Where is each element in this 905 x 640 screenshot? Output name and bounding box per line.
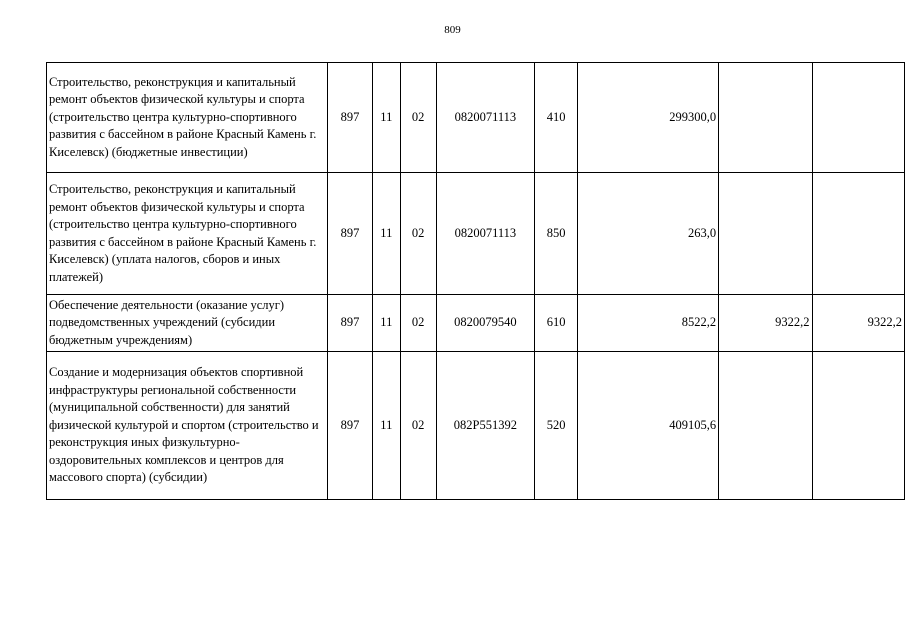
ministry-code-cell: 897 bbox=[328, 63, 373, 173]
amount-cell: 263,0 bbox=[578, 173, 719, 295]
section-code-cell: 11 bbox=[372, 352, 400, 500]
expense-type-cell: 410 bbox=[535, 63, 578, 173]
amount-cell: 299300,0 bbox=[578, 63, 719, 173]
amount-cell: 8522,2 bbox=[578, 295, 719, 352]
section-code-cell: 11 bbox=[372, 295, 400, 352]
amount-cell: 9322,2 bbox=[812, 295, 905, 352]
row-name-cell: Строительство, реконструкция и капитальный ремонт объектов физической культуры и спорта (строительство центра культурно-спортивного развития с бассейном в районе Красный Камень г. Киселевск) (бюджетные инвестиции) bbox=[47, 63, 328, 173]
table-row bbox=[47, 63, 905, 173]
table-row bbox=[47, 352, 905, 500]
expense-type-cell: 610 bbox=[535, 295, 578, 352]
amount-cell bbox=[812, 63, 905, 173]
table-row bbox=[47, 173, 905, 295]
row-name-cell: Строительство, реконструкция и капитальный ремонт объектов физической культуры и спорта (строительство центра культурно-спортивного развития с бассейном в районе Красный Камень г. Киселевск) (уплата налогов, сборов и иных платежей) bbox=[47, 173, 328, 295]
target-article-cell: 0820079540 bbox=[436, 295, 535, 352]
target-article-cell: 0820071113 bbox=[436, 173, 535, 295]
amount-cell bbox=[812, 173, 905, 295]
amount-cell bbox=[719, 63, 812, 173]
page-number: 809 bbox=[444, 24, 461, 36]
subsection-code-cell: 02 bbox=[400, 63, 436, 173]
ministry-code-cell: 897 bbox=[328, 295, 373, 352]
expense-type-cell: 850 bbox=[535, 173, 578, 295]
row-name-cell: Обеспечение деятельности (оказание услуг) подведомственных учреждений (субсидии бюджетным учреждениям) bbox=[47, 295, 328, 352]
target-article-cell: 082P551392 bbox=[436, 352, 535, 500]
subsection-code-cell: 02 bbox=[400, 173, 436, 295]
amount-cell: 409105,6 bbox=[578, 352, 719, 500]
amount-cell bbox=[719, 173, 812, 295]
budget-table bbox=[46, 62, 905, 500]
section-code-cell: 11 bbox=[372, 173, 400, 295]
subsection-code-cell: 02 bbox=[400, 352, 436, 500]
target-article-cell: 0820071113 bbox=[436, 63, 535, 173]
row-name-cell: Создание и модернизация объектов спортивной инфраструктуры региональной собственности (муниципальной собственности) для занятий физической культурой и спортом (строительство и реконструкция иных физкультурно-оздоровительных комплексов и центров для массового спорта) (субсидии) bbox=[47, 352, 328, 500]
expense-type-cell: 520 bbox=[535, 352, 578, 500]
ministry-code-cell: 897 bbox=[328, 352, 373, 500]
amount-cell: 9322,2 bbox=[719, 295, 812, 352]
amount-cell bbox=[812, 352, 905, 500]
ministry-code-cell: 897 bbox=[328, 173, 373, 295]
amount-cell bbox=[719, 352, 812, 500]
subsection-code-cell: 02 bbox=[400, 295, 436, 352]
section-code-cell: 11 bbox=[372, 63, 400, 173]
table-row bbox=[47, 295, 905, 352]
